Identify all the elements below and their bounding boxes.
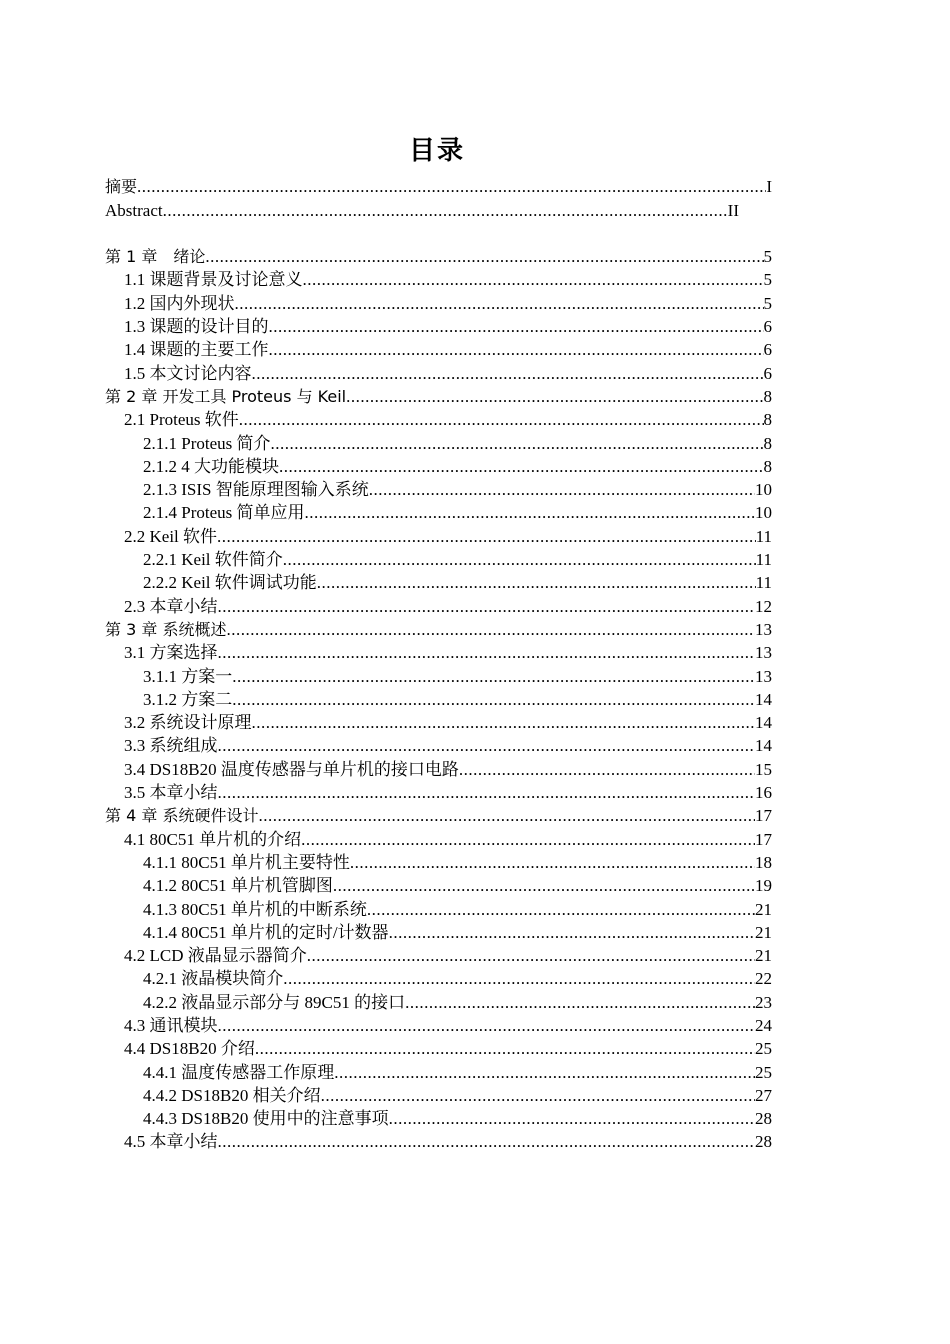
toc-section-entry[interactable] <box>105 921 772 944</box>
toc-section-entry[interactable] <box>105 501 772 524</box>
toc-entry-label: 4.4.3 DS18B20 使用中的注意事项 <box>143 1109 389 1129</box>
toc-section-entry[interactable] <box>105 874 772 897</box>
toc-section-entry[interactable] <box>105 315 772 338</box>
dot-leader <box>389 921 755 944</box>
toc-entry-page: 11 <box>755 550 772 570</box>
dot-leader <box>305 501 756 524</box>
toc-section-entry[interactable] <box>105 688 772 711</box>
toc-entry-label: 第 1 章 绪论 <box>105 247 206 267</box>
dot-leader <box>218 1014 756 1037</box>
toc-entry-page: 8 <box>763 456 772 476</box>
toc-section-entry[interactable] <box>105 361 772 384</box>
toc-entry-page: 25 <box>755 1039 772 1059</box>
dot-leader <box>317 571 756 594</box>
toc-section-entry[interactable] <box>105 524 772 547</box>
toc-entry-label: 4.2.1 液晶模块简介 <box>143 969 284 989</box>
dot-leader <box>235 292 764 315</box>
toc-section-entry[interactable] <box>105 641 772 664</box>
toc-entry-label: 2.3 本章小结 <box>124 596 218 616</box>
toc-entry-label: 第 4 章 系统硬件设计 <box>105 806 259 826</box>
toc-entry-page: 13 <box>755 643 772 663</box>
toc-entry-label: 1.3 课题的设计目的 <box>124 317 269 337</box>
dot-leader <box>218 641 756 664</box>
toc-section-entry[interactable] <box>105 291 772 314</box>
toc-entry-label: 4.1.2 80C51 单片机管脚图 <box>143 876 333 896</box>
toc-entry-page: 17 <box>755 806 772 826</box>
toc-entry-page: 23 <box>755 992 772 1012</box>
toc-entry-label: 第 3 章 系统概述 <box>105 619 227 639</box>
dot-leader <box>252 362 764 385</box>
dot-leader <box>218 1130 756 1153</box>
dot-leader <box>252 711 756 734</box>
dot-leader <box>279 455 764 478</box>
toc-entry-page: 28 <box>755 1109 772 1129</box>
toc-chapter-entry[interactable] <box>105 804 772 827</box>
toc-entry-page: 5 <box>763 247 772 267</box>
toc-entry-label: 4.4 DS18B20 介绍 <box>124 1039 255 1059</box>
toc-section-entry[interactable] <box>105 734 772 757</box>
toc-section-entry[interactable] <box>105 455 772 478</box>
table-of-contents <box>105 175 772 1153</box>
toc-entry-label: 2.2.1 Keil 软件简介 <box>143 550 283 570</box>
toc-entry-label: 1.2 国内外现状 <box>124 293 235 313</box>
toc-entry-label: 2.1.3 ISIS 智能原理图输入系统 <box>143 480 369 500</box>
toc-section-entry[interactable] <box>105 478 772 501</box>
toc-entry-page: 15 <box>755 759 772 779</box>
toc-entry-label: Abstract <box>105 200 163 220</box>
toc-entry-page: 18 <box>755 852 772 872</box>
toc-section-entry[interactable] <box>105 1014 772 1037</box>
toc-entry-page: 13 <box>755 666 772 686</box>
dot-leader <box>459 758 755 781</box>
toc-entry-label: 2.1.4 Proteus 简单应用 <box>143 503 305 523</box>
dot-leader <box>303 268 764 291</box>
dot-leader <box>301 828 755 851</box>
toc-entry-label: 3.1.2 方案二 <box>143 689 233 709</box>
toc-entry-label: 3.3 系统组成 <box>124 736 218 756</box>
toc-entry-page: 5 <box>763 293 772 313</box>
toc-section-entry[interactable] <box>105 944 772 967</box>
toc-section-entry[interactable] <box>105 268 772 291</box>
dot-leader <box>232 688 755 711</box>
toc-entry-label: 2.1.2 4 大功能模块 <box>143 456 279 476</box>
toc-section-entry[interactable] <box>105 571 772 594</box>
page-title: 目录 <box>408 136 465 166</box>
toc-entry-label: 4.2.2 液晶显示部分与 89C51 的接口 <box>143 992 406 1012</box>
dot-leader <box>405 991 755 1014</box>
toc-entry-page: 21 <box>755 899 772 919</box>
toc-entry-page: 6 <box>763 317 772 337</box>
toc-entry-label: 2.2.2 Keil 软件调试功能 <box>143 573 317 593</box>
toc-section-entry[interactable] <box>105 1130 772 1153</box>
dot-leader <box>239 408 764 431</box>
toc-entry-page: 13 <box>755 619 772 639</box>
toc-chapter-entry[interactable] <box>105 618 772 641</box>
toc-entry-label: 1.4 课题的主要工作 <box>124 340 269 360</box>
toc-section-entry[interactable] <box>105 594 772 617</box>
toc-entry-label: 4.4.1 温度传感器工作原理 <box>143 1062 335 1082</box>
toc-entry-label: 3.1 方案选择 <box>124 643 218 663</box>
toc-section-entry[interactable] <box>105 1107 772 1130</box>
toc-entry-label: 4.1.4 80C51 单片机的定时/计数器 <box>143 922 389 942</box>
toc-entry-page: I <box>766 177 772 197</box>
dot-leader <box>258 804 755 827</box>
dot-leader <box>218 734 756 757</box>
toc-entry-page: 8 <box>763 410 772 430</box>
toc-entry-label: 3.5 本章小结 <box>124 783 218 803</box>
toc-section-entry[interactable] <box>105 827 772 850</box>
toc-section-entry[interactable] <box>105 851 772 874</box>
toc-entry-page: 21 <box>755 922 772 942</box>
toc-entry-page: II <box>727 200 739 220</box>
toc-section-entry[interactable] <box>105 664 772 687</box>
toc-entry-label: 3.2 系统设计原理 <box>124 713 252 733</box>
toc-entry-page: 16 <box>755 783 772 803</box>
dot-leader <box>321 1084 755 1107</box>
dot-leader <box>389 1107 755 1130</box>
dot-leader <box>218 781 756 804</box>
toc-section-entry[interactable] <box>105 757 772 780</box>
toc-entry-page: 11 <box>755 526 772 546</box>
dot-leader <box>367 898 755 921</box>
toc-entry-list <box>105 245 772 1154</box>
toc-section-entry[interactable] <box>105 990 772 1013</box>
spacer <box>105 222 772 245</box>
toc-entry-page: 14 <box>755 713 772 733</box>
dot-leader <box>205 245 763 268</box>
toc-section-entry[interactable] <box>105 408 772 431</box>
toc-section-entry[interactable] <box>105 897 772 920</box>
toc-entry-page: 14 <box>755 689 772 709</box>
toc-section-entry[interactable] <box>105 338 772 361</box>
toc-section-entry[interactable] <box>105 781 772 804</box>
toc-section-entry[interactable] <box>105 711 772 734</box>
dot-leader <box>232 665 755 688</box>
toc-entry-page: 14 <box>755 736 772 756</box>
toc-entry-label: 2.1.1 Proteus 简介 <box>143 433 271 453</box>
toc-entry-page: 17 <box>755 829 772 849</box>
dot-leader <box>350 851 755 874</box>
toc-entry-page: 6 <box>763 363 772 383</box>
toc-section-entry[interactable] <box>105 1084 772 1107</box>
toc-entry-page: 19 <box>755 876 772 896</box>
dot-leader <box>283 548 756 571</box>
dot-leader <box>269 315 764 338</box>
toc-entry-page: 25 <box>755 1062 772 1082</box>
toc-section-entry[interactable] <box>105 1037 772 1060</box>
toc-section-entry[interactable] <box>105 1060 772 1083</box>
toc-entry-abstract-cn[interactable] <box>105 175 772 198</box>
dot-leader <box>271 432 764 455</box>
dot-leader <box>137 175 766 198</box>
toc-entry-page: 27 <box>755 1085 772 1105</box>
toc-chapter-entry[interactable] <box>105 385 772 408</box>
toc-entry-page: 8 <box>763 433 772 453</box>
toc-entry-label: 3.4 DS18B20 温度传感器与单片机的接口电路 <box>124 759 459 779</box>
dot-leader <box>283 967 755 990</box>
toc-section-entry[interactable] <box>105 431 772 454</box>
dot-leader <box>333 874 755 897</box>
dot-leader <box>369 478 755 501</box>
toc-entry-page: 10 <box>755 503 772 523</box>
dot-leader <box>346 385 763 408</box>
toc-entry-label: 2.2 Keil 软件 <box>124 526 218 546</box>
toc-entry-page: 6 <box>763 340 772 360</box>
toc-entry-label: 4.1 80C51 单片机的介绍 <box>124 829 302 849</box>
toc-entry-label: 1.1 课题背景及讨论意义 <box>124 270 303 290</box>
toc-entry-label: 4.1.1 80C51 单片机主要特性 <box>143 852 350 872</box>
dot-leader <box>307 944 755 967</box>
dot-leader <box>226 618 755 641</box>
toc-entry-label: 4.1.3 80C51 单片机的中断系统 <box>143 899 367 919</box>
toc-entry-label: 4.2 LCD 液晶显示器简介 <box>124 946 307 966</box>
toc-chapter-entry[interactable] <box>105 245 772 268</box>
toc-entry-label: 4.3 通讯模块 <box>124 1015 218 1035</box>
toc-entry-label: 3.1.1 方案一 <box>143 666 233 686</box>
toc-entry-abstract-en[interactable] <box>105 198 739 221</box>
toc-entry-page: 24 <box>755 1015 772 1035</box>
toc-entry-page: 28 <box>755 1132 772 1152</box>
toc-entry-page: 12 <box>755 596 772 616</box>
dot-leader <box>334 1061 755 1084</box>
dot-leader <box>217 525 756 548</box>
toc-entry-label: 4.5 本章小结 <box>124 1132 218 1152</box>
toc-entry-label: 4.4.2 DS18B20 相关介绍 <box>143 1085 321 1105</box>
toc-section-entry[interactable] <box>105 548 772 571</box>
toc-section-entry[interactable] <box>105 967 772 990</box>
dot-leader <box>218 595 756 618</box>
toc-entry-page: 11 <box>755 573 772 593</box>
toc-entry-page: 21 <box>755 946 772 966</box>
toc-entry-label: 第 2 章 开发工具 Proteus 与 Keil <box>105 386 347 406</box>
toc-entry-page: 8 <box>763 386 772 406</box>
toc-entry-page: 22 <box>755 969 772 989</box>
toc-entry-label: 摘要 <box>105 177 138 197</box>
dot-leader <box>163 199 728 222</box>
dot-leader <box>255 1037 755 1060</box>
toc-entry-page: 10 <box>755 480 772 500</box>
toc-entry-label: 1.5 本文讨论内容 <box>124 363 252 383</box>
toc-entry-page: 5 <box>763 270 772 290</box>
dot-leader <box>269 338 764 361</box>
toc-entry-label: 2.1 Proteus 软件 <box>124 410 239 430</box>
